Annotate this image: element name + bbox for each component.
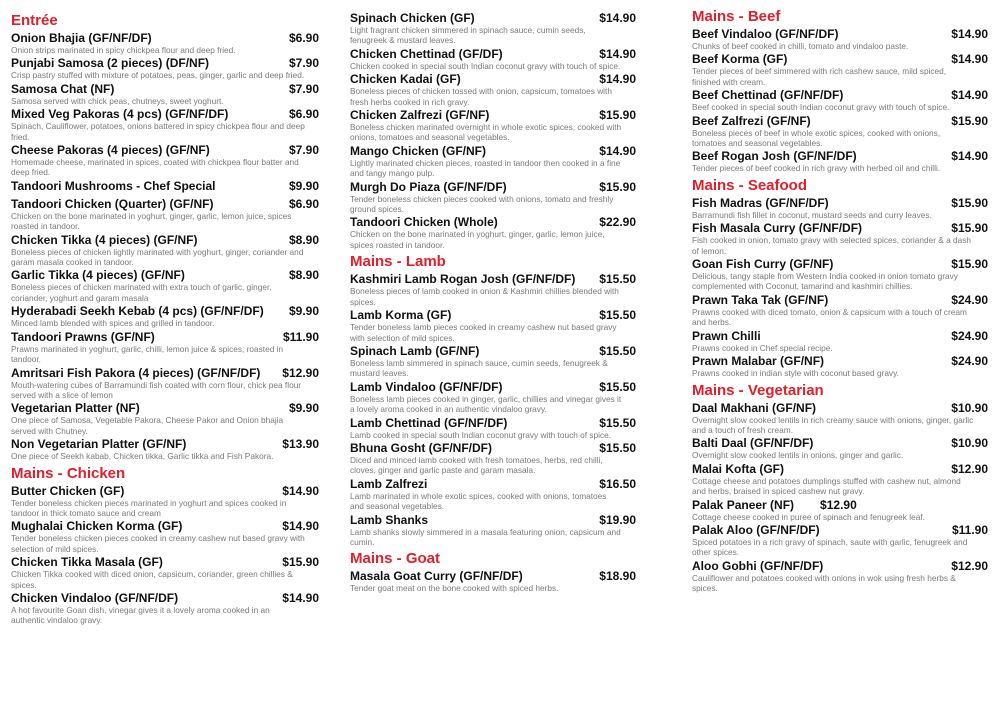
menu-item-price: $7.90 [288,56,319,71]
menu-item-name: Non Vegetarian Platter (GF/NF) [11,437,187,452]
menu-item-price: $14.90 [282,483,319,498]
menu-item-header [692,436,988,450]
menu-item-header [350,72,636,86]
menu-item-price: $16.50 [599,476,636,491]
menu-item [350,47,636,71]
menu-item-header [692,498,988,512]
menu-item-name: Amritsari Fish Pakora (4 pieces) (GF/NF/DF) [11,365,261,380]
menu-item [692,559,988,594]
menu-section [692,8,988,174]
menu-item-description: Boneless pieces of chicken tossed with onion, capsicum, tomatoes with fresh herbs cooked in rich gravy. [350,86,612,107]
menu-item-name: Goan Fish Curry (GF/NF) [692,257,834,272]
menu-item-price: $15.50 [599,308,636,323]
menu-item [692,52,988,87]
menu-item-description: Homemade cheese, marinated in spices, coated with chickpea flour batter and deep fried. [11,157,299,178]
menu-item-description: Lightly marinated chicken pieces, roasted in tandoor then cooked in a fine and tangy mango pulp. [350,157,621,179]
menu-item-price: $6.90 [288,196,319,211]
menu-item-header [692,523,988,537]
menu-item-price: $15.90 [599,108,636,123]
menu-item-description: One piece of Samosa, Vegetable Pakora, Cheese Pakor and Onion bhajia served with Chutney. [11,415,284,436]
menu-item-header [692,114,988,128]
section-title: Mains - Seafood [692,176,808,194]
menu-item [692,462,988,497]
menu-item-name: Masala Goat Curry (GF/NF/DF) [350,569,523,584]
menu-item-description: Crisp pastry stuffed with mixture of potatoes, peas, ginger, garlic and deep fried. [11,70,305,81]
menu-item-header [692,354,988,368]
menu-item [350,477,636,512]
menu-item [11,143,319,178]
menu-item-description: Fish cooked in onion, tomato gravy with selected spices, coriander & a dash of lemon. [692,235,972,256]
menu-item-description: Chicken cooked in special south Indian coconut gravy with touch of spice. [350,60,621,71]
menu-item-header [692,329,988,343]
menu-item-name: Beef Vindaloo (GF/NF/DF) [692,27,839,41]
menu-item-header [11,401,319,415]
menu-item-price: $12.90 [951,558,988,573]
menu-item-description: Tender boneless chicken pieces cooked in creamy cashew nut based gravy with selection of mild spices. [11,533,305,554]
menu-item-price: $13.90 [282,437,319,452]
menu-item-name: Vegetarian Platter (NF) [11,401,140,416]
menu-item-description: Tender pieces of beef simmered with rich cashew sauce, mild spiced, finished with cream. [692,66,947,87]
menu-item-name: Aloo Gobhi (GF/NF/DF) [692,558,824,573]
menu-item [11,233,319,268]
menu-item-header [692,462,988,476]
menu-item-description: Cottage cheese and potatoes dumplings stuffed with cashew nut, almond and herbs, braised in spiced cashew nut gravy. [692,475,961,497]
menu-section [350,550,636,593]
menu-item-header [692,27,988,41]
menu-item-price: $12.90 [282,365,319,380]
menu-item-price: $14.90 [951,27,988,41]
menu-item-name: Palak Paneer (NF) [692,497,795,512]
menu-item-header [692,401,988,415]
menu-item [350,441,636,476]
menu-item-price: $15.90 [951,221,988,236]
menu-item-header [350,477,636,491]
menu-item-header [11,366,319,380]
menu-item-name: Balti Daal (GF/NF/DF) [692,436,814,451]
menu-item [350,180,636,215]
menu-item-price: $10.90 [951,400,988,415]
menu-item-header [350,144,636,158]
menu-item-name: Beef Chettinad (GF/NF/DF) [692,88,844,103]
menu-item-name: Punjabi Samosa (2 pieces) (DF/NF) [11,56,210,71]
menu-item-description: Tender goat meat on the bone cooked with spiced herbs. [350,583,559,594]
menu-item-price: $12.90 [820,497,857,512]
menu-item-name: Chicken Tikka (4 pieces) (GF/NF) [11,232,198,247]
menu-item [11,197,319,232]
menu-item [350,215,636,250]
menu-item-header [350,215,636,229]
menu-item-price: $15.90 [599,179,636,194]
menu-item-header [11,591,319,605]
menu-item-description: Spinach, Cauliflower, potatoes, onions battered in spicy chickpea flour and deep fried. [11,121,305,142]
menu-item-price: $24.90 [951,292,988,307]
menu-item-header [692,293,988,307]
menu-item-description: Chicken on the bone marinated in yoghurt, ginger, garlic, lemon juice, spices roasted in tandoor. [11,210,292,232]
menu-section [350,253,636,547]
menu-item [11,437,319,461]
menu-item-price: $15.50 [599,379,636,394]
menu-item-name: Spinach Lamb (GF/NF) [350,343,480,358]
menu-item-description: Lamb shanks slowly simmered in a masala featuring onion, capsicum and cumin. [350,526,621,547]
menu-item [692,498,988,522]
menu-item [350,108,636,143]
menu-item-description: Boneless pieces of chicken marinated with extra touch of garlic, ginger, coriander, yoghurt and garam masala [11,282,272,303]
menu-item [350,416,636,440]
menu-column-3 [692,5,988,595]
menu-item-name: Lamb Korma (GF) [350,308,452,323]
menu-item-header [11,304,319,318]
menu-item-price: $24.90 [951,354,988,369]
menu-item-header [11,555,319,569]
menu-item-description: Diced and minced lamb cooked with fresh tomatoes, herbs, red chilli, cloves, ginger and garlic paste and garam masala. [350,454,603,476]
menu-section [692,382,988,594]
menu-item-name: Fish Madras (GF/NF/DF) [692,195,829,210]
menu-item-price: $15.90 [951,257,988,272]
menu-item-description: Prawns marinated in yoghurt, garlic, chilli, lemon juice & spices, roasted in tandoor. [11,343,284,365]
menu-item [350,380,636,415]
menu-item-name: Kashmiri Lamb Rogan Josh (GF/NF/DF) [350,272,576,287]
menu-item-price: $15.50 [599,343,636,358]
menu-item-price: $9.90 [288,401,319,416]
menu-item-price: $7.90 [288,81,319,96]
section-title: Mains - Vegetarian [692,381,824,399]
menu-item-price: $15.50 [599,272,636,287]
menu-item-header [350,47,636,61]
menu-item-name: Cheese Pakoras (4 pieces) (GF/NF) [11,143,210,158]
section-title: Mains - Lamb [350,253,446,271]
menu-item-description: Samosa served with chick peas, chutneys, sweet yoghurt. [11,95,224,106]
menu-item-header [350,513,636,527]
menu-item [350,344,636,379]
menu-item-name: Lamb Chettinad (GF/NF/DF) [350,415,508,430]
menu-item-header [11,197,319,211]
menu-item-price: $18.90 [599,569,636,584]
menu-section [350,11,636,250]
menu-item-name: Malai Kofta (GF) [692,461,784,476]
menu-item-price: $8.90 [288,268,319,283]
menu-item-name: Chicken Vindaloo (GF/NF/DF) [11,590,179,605]
menu-item-name: Prawn Taka Tak (GF/NF) [692,292,829,307]
menu-item-price: $11.90 [282,329,319,344]
menu-item-name: Bhuna Gosht (GF/NF/DF) [350,440,492,455]
menu-item-name: Lamb Zalfrezi [350,476,428,491]
menu-column-2 [350,11,636,595]
menu-item-description: Boneless pieces of chicken lightly marinated with yoghurt, ginger, coriander and garam masala cooked in tandoor. [11,246,304,268]
menu-item-name: Beef Korma (GF) [692,52,788,67]
menu-item-name: Chicken Kadai (GF) [350,72,461,87]
menu-item-name: Butter Chicken (GF) [11,483,125,498]
menu-item-price: $14.90 [951,149,988,164]
menu-item-price: $12.90 [951,461,988,476]
menu-item-description: Boneless pieces of beef in whole exotic spices, cooked with onions, tomatoes and seasonal vegetables. [692,127,941,149]
menu-item-description: Boneless pieces of lamb cooked in onion & Kashmiri chillies blended with spices. [350,286,619,307]
section-title: Mains - Chicken [11,464,126,482]
menu-item [11,82,319,106]
menu-item-name: Tandoori Chicken (Quarter) (GF/NF) [11,196,214,211]
menu-item-name: Fish Masala Curry (GF/NF/DF) [692,221,863,236]
menu-item [11,31,319,55]
menu-item [11,366,319,401]
menu-item [350,72,636,107]
menu-item [692,293,988,328]
menu-item-price: $15.90 [951,195,988,210]
menu-item-description: One piece of Seekh kabab, Chicken tikka, Garlic tikka and Fish Pakora. [11,451,274,462]
menu-item-description: A hot favourite Goan dish, vinegar gives it a lovely aroma cooked in an authentic vindaloo gravy. [11,604,270,626]
menu-item-name: Beef Rogan Josh (GF/NF/DF) [692,149,857,164]
menu-item-price: $11.90 [951,522,988,537]
menu-item-price: $15.50 [599,440,636,455]
menu-item [11,179,319,193]
menu-item [692,401,988,436]
menu-item-name: Beef Zalfrezi (GF/NF) [692,113,811,128]
menu-item-price: $14.90 [282,590,319,605]
menu-item-header [350,416,636,430]
menu-item [11,268,319,303]
menu-item-name: Mixed Veg Pakoras (4 pcs) (GF/NF/DF) [11,107,229,122]
menu-item-name: Chicken Tikka Masala (GF) [11,555,163,570]
menu-item [350,272,636,307]
menu-item [350,11,636,46]
menu-item-header [11,107,319,121]
menu-item-description: Chicken on the bone marinated in yoghurt, ginger, garlic, lemon juice, spices roasted in tandoor. [350,229,605,250]
menu-item-header [692,221,988,235]
menu-item [11,330,319,365]
menu-item-description: Prawns cooked with diced tomato, onion & capsicum with a touch of cream and herbs. [692,306,967,328]
menu-item [692,114,988,149]
menu-item-header [11,31,319,45]
section-title: Mains - Goat [350,550,441,568]
menu-item-price: $9.90 [288,304,319,319]
menu-item-name: Murgh Do Piaza (GF/NF/DF) [350,179,507,194]
menu-item-description: Prawns cooked in indian style with coconut based gravy. [692,368,899,379]
menu-item [692,27,988,51]
menu-item-description: Minced lamb blended with spices and grilled in tandoor. [11,318,215,329]
menu-item-description: Prawns cooked in Chef special recipe. [692,342,833,353]
menu-item-name: Samosa Chat (NF) [11,81,115,96]
menu-item-price: $7.90 [288,143,319,158]
menu-item-description: Beef cooked in special south Indian coconut gravy with touch of spice. [692,102,950,113]
menu-item-description: Delicious, tangy staple from Western India cooked in onion tomato gravy complemented with Coconut, tamarind and kashmiri chillies. [692,271,958,292]
menu-item-name: Prawn Malabar (GF/NF) [692,354,825,369]
menu-item-header [11,143,319,157]
menu-item-header [692,149,988,163]
menu-item-price: $9.90 [288,178,319,193]
menu-item-header [11,233,319,247]
menu-item-description: Chunks of beef cooked in chilli, tomato and vindaloo paste. [692,41,909,51]
menu-item-header [11,484,319,498]
menu-item-description: Tender boneless chicken pieces marinated in yoghurt and spices cooked in tandoor in thick tomato sauce and cream [11,497,287,518]
menu-item-name: Garlic Tikka (4 pieces) (GF/NF) [11,268,185,283]
menu-section [11,12,319,462]
menu-item-header [350,180,636,194]
menu-item-header [350,308,636,322]
menu-item [692,149,988,173]
menu-item-price: $14.90 [951,52,988,67]
menu-item-header [350,11,636,25]
menu-item-name: Daal Makhani (GF/NF) [692,400,817,415]
menu-item-description: Boneless lamb pieces cooked in ginger, garlic, chillies and vinegar gives it a lovely aroma cooked in an authentic vindaloo gravy. [350,393,622,415]
menu-item-description: Light fragrant chicken simmered in spinach sauce, cumin seeds, fenugreek & mustard leaves. [350,25,586,46]
menu-item-name: Chicken Zalfrezi (GF/NF) [350,108,490,123]
menu-item-name: Tandoori Chicken (Whole) [350,215,498,230]
menu-item [350,569,636,593]
menu-item-header [11,437,319,451]
menu-section [692,177,988,379]
menu-item [11,304,319,328]
menu-item-description: Tender pieces of beef cooked in rich gravy with herbed oil and chilli. [692,163,941,174]
menu-item-name: Palak Aloo (GF/NF/DF) [692,522,820,537]
menu-item-name: Mughalai Chicken Korma (GF) [11,519,183,534]
section-title: Entrée [11,12,58,29]
menu-item-description: Barramundi fish fillet in coconut, mustard seeds and curry leaves. [692,209,932,220]
menu-item-price: $14.90 [599,72,636,87]
menu-item-price: $14.90 [599,11,636,25]
menu-item [692,354,988,378]
menu-item-price: $15.90 [951,113,988,128]
menu-item [692,436,988,460]
menu-item-price: $14.90 [599,46,636,61]
section-title: Mains - Beef [692,8,781,25]
menu-item [350,513,636,548]
menu-item-name: Hyderabadi Seekh Kebab (4 pcs) (GF/NF/DF) [11,304,264,319]
menu-item-header [350,380,636,394]
menu-item [692,523,988,558]
menu-item-description: Onion strips marinated in spicy chickpea flour and deep fried. [11,45,236,55]
menu-item [692,329,988,353]
menu-item-name: Mango Chicken (GF/NF) [350,143,486,158]
menu-item [11,56,319,80]
menu-item-header [350,108,636,122]
menu-item-header [11,179,319,193]
menu-item-price: $22.90 [599,215,636,230]
menu-item-description: Lamb cooked in special south Indian coconut gravy with touch of spice. [350,429,612,440]
menu-item [350,308,636,343]
menu-item-header [692,196,988,210]
menu-item-description: Tender boneless chicken pieces cooked with onions, tomato and freshly ground spices. [350,193,614,215]
menu-item-header [350,344,636,358]
menu-item [11,591,319,626]
menu-column-1 [11,9,319,627]
menu-item-header [350,441,636,455]
menu-item-price: $19.90 [599,512,636,527]
menu-item-price: $15.50 [599,415,636,430]
menu-item [350,144,636,179]
menu-item-description: Mouth-watering cubes of Barramundi fish coated with corn flour, chick pea flour served with a slice of lemon [11,379,302,400]
menu-item-price: $10.90 [951,436,988,451]
menu-item [11,401,319,436]
menu-item-header [350,272,636,286]
menu-item [11,107,319,142]
menu-item-name: Lamb Shanks [350,512,429,527]
menu-item [11,519,319,554]
menu-item-description: Spiced potatoes in a rich gravy of spinach, saute with garlic, fenugreek and other spices. [692,536,968,558]
menu-section [11,465,319,626]
menu-item-price: $8.90 [288,232,319,247]
menu-item-description: Overnight slow cooked lentils in onions, ginger and garlic. [692,450,904,461]
menu-item-description: Cauliflower and potatoes cooked with onions in wok using fresh herbs & spices. [692,572,956,594]
menu-item-price: $14.90 [282,519,319,534]
menu-item-header [11,82,319,96]
menu-item-description: Tender boneless lamb pieces cooked in creamy cashew nut based gravy with selection of mild spices. [350,322,617,343]
menu-item-name: Tandoori Prawns (GF/NF) [11,329,155,344]
menu-item-name: Prawn Chilli [692,328,761,343]
menu-item-price: $14.90 [599,143,636,158]
menu-item-header [692,257,988,271]
menu-item [692,221,988,256]
menu-item-name: Chicken Chettinad (GF/DF) [350,46,503,61]
menu-item-header [350,569,636,583]
menu-item-price: $6.90 [288,107,319,122]
menu-item-header [692,88,988,102]
menu-item-header [11,519,319,533]
menu-item-description: Overnight slow cooked lentils in rich creamy sauce with onions, ginger, garlic and a touch of fresh cream. [692,414,974,435]
menu-item [692,257,988,292]
menu-item-header [692,559,988,573]
menu-item-price: $6.90 [288,31,319,45]
menu-item-description: Chicken Tikka cooked with diced onion, capsicum, coriander, green chillies & spices. [11,569,293,590]
menu-item-price: $24.90 [951,328,988,343]
menu-item-price: $14.90 [951,88,988,103]
menu-item [11,555,319,590]
menu-item-header [692,52,988,66]
menu-item [11,484,319,519]
menu-item-header [11,268,319,282]
menu-item-description: Boneless chicken marinated overnight in whole exotic spices, cooked with onions, tomatoes and seasonal vegetables. [350,122,622,143]
menu-item-description: Lamb marinated in whole exotic spices, cooked with onions, tomatoes and seasonal vegetables. [350,490,607,512]
menu-item-name: Spinach Chicken (GF) [350,11,475,25]
menu-item-name: Lamb Vindaloo (GF/NF/DF) [350,379,503,394]
menu-item [692,196,988,220]
menu-item-description: Boneless lamb simmered in spinach sauce, cumin seeds, fenugreek & mustard leaves. [350,357,608,379]
menu-item [692,88,988,112]
menu-item-price: $15.90 [282,555,319,570]
menu-item-description: Cottage cheese cooked in puree of spinach and fenugreek leaf. [692,511,925,522]
menu-item-header [11,330,319,344]
menu-item-header [11,56,319,70]
menu-item-name: Onion Bhajia (GF/NF/DF) [11,31,152,45]
menu-item-name: Tandoori Mushrooms - Chef Special [11,178,216,193]
